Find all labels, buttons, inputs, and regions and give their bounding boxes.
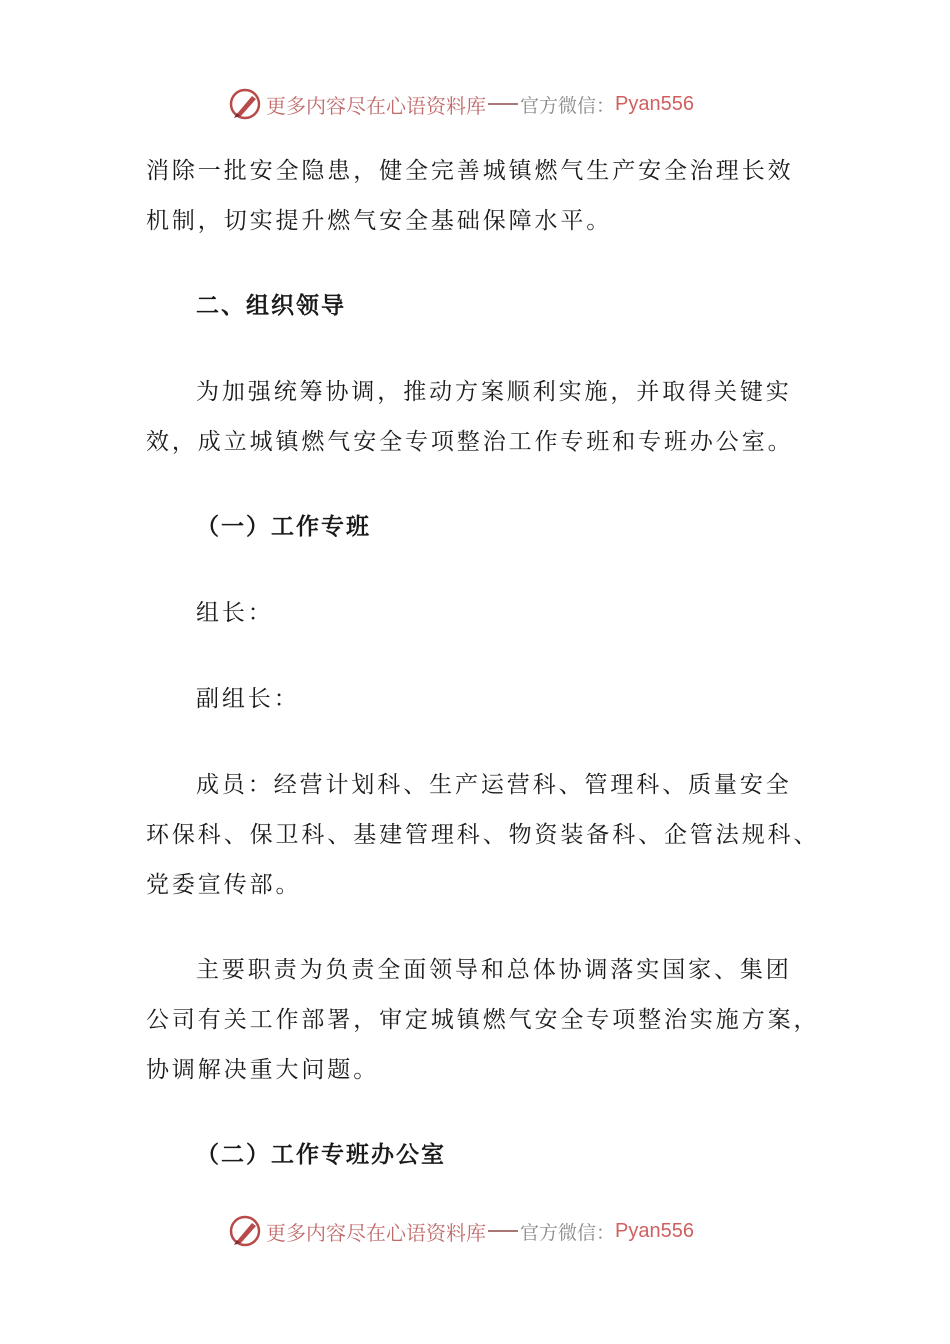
banner-wechat-id: Pyan556 <box>615 1219 694 1242</box>
paragraph-line: 机制，切实提升燃气安全基础保障水平。 <box>146 208 613 234</box>
paragraph-line: 消除一批安全隐患，健全完善城镇燃气生产安全治理长效 <box>146 158 794 184</box>
paragraph-line: 公司有关工作部署，审定城镇燃气安全专项整治实施方案， <box>146 1007 820 1033</box>
deputy-leader-label: 副组长： <box>196 686 300 712</box>
paragraph-line: 主要职责为负责全面领导和总体协调落实国家、集团 <box>196 957 792 983</box>
subsection-heading: （一）工作专班 <box>196 513 371 540</box>
leader-label: 组长： <box>196 600 274 626</box>
pen-logo-icon <box>228 1214 262 1248</box>
paragraph-line: 环保科、保卫科、基建管理科、物资装备科、企管法规科、 <box>146 822 820 848</box>
banner-dash <box>488 1230 518 1232</box>
banner-text: 更多内容尽在心语资料库 <box>266 93 486 118</box>
paragraph-line: 效，成立城镇燃气安全专项整治工作专班和专班办公室。 <box>146 429 794 455</box>
banner-official-label: 官方微信： <box>520 94 616 117</box>
banner-dash <box>488 103 518 105</box>
footer-banner <box>228 1211 694 1251</box>
paragraph-line: 协调解决重大问题。 <box>146 1057 380 1083</box>
banner-official-label: 官方微信： <box>520 1221 616 1244</box>
pen-logo-icon <box>228 87 262 121</box>
subsection-heading: （二）工作专班办公室 <box>196 1141 446 1168</box>
banner-text: 更多内容尽在心语资料库 <box>266 1220 486 1245</box>
banner-wechat-id: Pyan556 <box>615 92 694 115</box>
paragraph-line: 党委宣传部。 <box>146 872 302 898</box>
paragraph-line: 成员：经营计划科、生产运营科、管理科、质量安全 <box>196 772 792 798</box>
header-banner <box>228 84 694 124</box>
paragraph-line: 为加强统筹协调，推动方案顺利实施，并取得关键实 <box>196 379 792 405</box>
section-heading: 二、组织领导 <box>196 292 346 319</box>
